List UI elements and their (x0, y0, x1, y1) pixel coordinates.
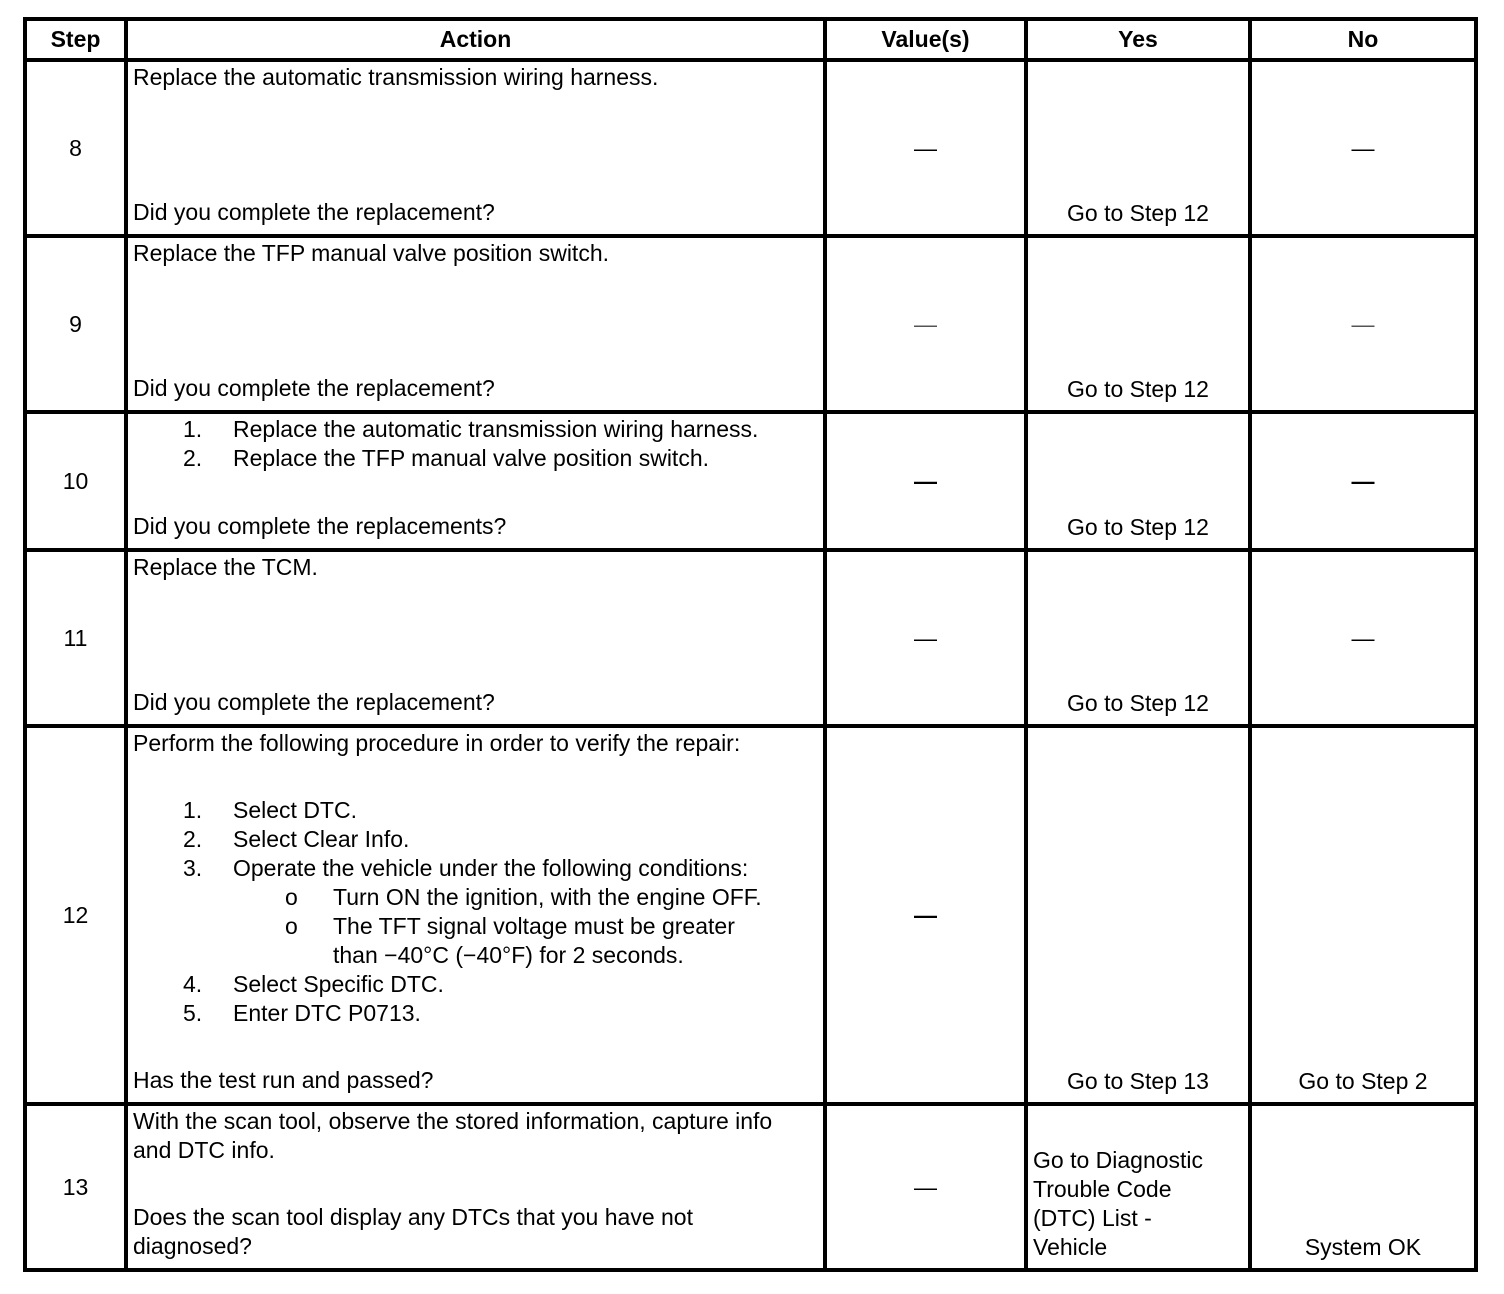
step-number: 8 (25, 60, 126, 236)
no-cell: — (1250, 412, 1476, 550)
action-question: Did you complete the replacement? (133, 375, 495, 401)
value-cell: — (825, 550, 1026, 726)
table-row (25, 236, 1476, 412)
action-cell (126, 1104, 825, 1270)
value-cell: — (825, 1104, 1026, 1270)
yes-link[interactable]: Go to Diagnostic Trouble Code (DTC) List - Vehicle (1026, 1104, 1250, 1270)
step-number: 10 (25, 412, 126, 550)
sub-list-item: o Turn ON the ignition, with the engine OFF. (285, 884, 762, 910)
action-intro: Replace the TCM. (133, 554, 318, 580)
list-item: 3. Operate the vehicle under the following conditions: o Turn ON the ignition, with the engine OFF. o The TFT signal voltage must be greater than −40°C (−40°F) for 2 seconds. (133, 854, 819, 970)
sub-list-item: o The TFT signal voltage must be greater than −40°C (−40°F) for 2 seconds. (285, 913, 735, 968)
yes-link[interactable]: Go to Step 12 (1026, 550, 1250, 726)
table-row (25, 412, 1476, 550)
value-cell: — (825, 412, 1026, 550)
action-list (133, 796, 819, 1028)
yes-link[interactable]: Go to Step 12 (1026, 412, 1250, 550)
action-intro: Perform the following procedure in order to verify the repair: (133, 730, 741, 756)
list-item: 2. Select Clear Info. (183, 826, 410, 852)
action-question: Did you complete the replacement? (133, 199, 495, 225)
action-cell (126, 726, 825, 1104)
diagnostic-table (23, 17, 1478, 1272)
action-intro: With the scan tool, observe the stored information, capture info and DTC info. (133, 1108, 773, 1163)
header-row (25, 19, 1476, 60)
action-cell (126, 550, 825, 726)
header-action: Action (126, 19, 825, 60)
list-item: 1. Select DTC. (183, 797, 357, 823)
action-cell (126, 60, 825, 236)
step-number: 12 (25, 726, 126, 1104)
step-number: 9 (25, 236, 126, 412)
action-intro: Replace the automatic transmission wiring harness. (133, 64, 659, 90)
header-yes: Yes (1026, 19, 1250, 60)
table-row (25, 1104, 1476, 1270)
value-cell: — (825, 60, 1026, 236)
header-values: Value(s) (825, 19, 1026, 60)
sub-list (133, 883, 819, 970)
step-number: 11 (25, 550, 126, 726)
value-cell: — (825, 236, 1026, 412)
yes-link[interactable]: Go to Step 12 (1026, 236, 1250, 412)
table-row (25, 60, 1476, 236)
step-number: 13 (25, 1104, 126, 1270)
list-item: 5. Enter DTC P0713. (183, 1000, 421, 1026)
action-question: Has the test run and passed? (133, 1067, 434, 1093)
table-row (25, 726, 1476, 1104)
list-item: 4. Select Specific DTC. (183, 971, 444, 997)
no-cell: System OK (1250, 1104, 1476, 1270)
action-cell (126, 236, 825, 412)
action-question: Did you complete the replacement? (133, 689, 495, 715)
table-row (25, 550, 1476, 726)
no-cell: — (1250, 236, 1476, 412)
no-link[interactable]: Go to Step 2 (1250, 726, 1476, 1104)
list-item: 2. Replace the TFP manual valve position switch. (183, 445, 710, 471)
action-cell (126, 412, 825, 550)
no-cell: — (1250, 60, 1476, 236)
yes-link[interactable]: Go to Step 12 (1026, 60, 1250, 236)
action-question: Does the scan tool display any DTCs that you have not diagnosed? (133, 1204, 693, 1259)
yes-link[interactable]: Go to Step 13 (1026, 726, 1250, 1104)
header-step: Step (25, 19, 126, 60)
value-cell: — (825, 726, 1026, 1104)
no-cell: — (1250, 550, 1476, 726)
action-intro: Replace the TFP manual valve position switch. (133, 240, 610, 266)
list-item: 1. Replace the automatic transmission wiring harness. (183, 416, 759, 442)
action-list (133, 415, 819, 473)
header-no: No (1250, 19, 1476, 60)
action-question: Did you complete the replacements? (133, 513, 507, 539)
